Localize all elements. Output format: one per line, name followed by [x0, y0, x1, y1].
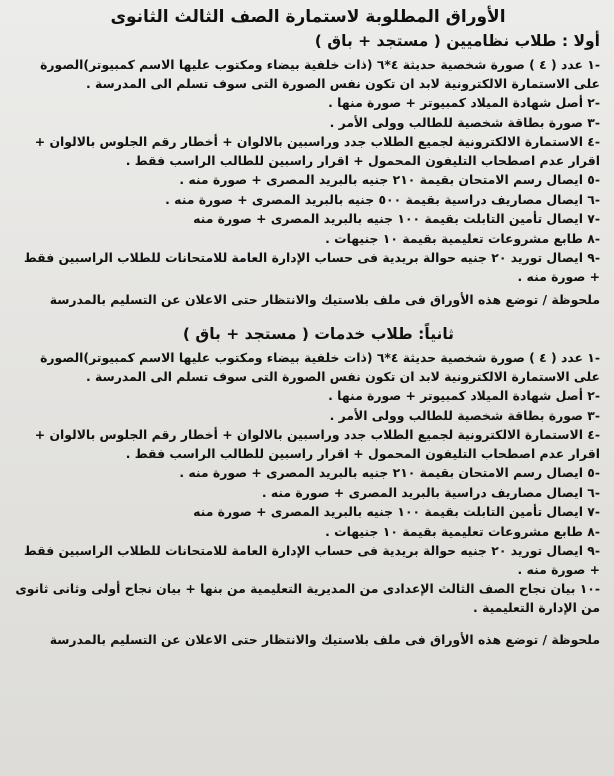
page-title: الأوراق المطلوبة لاستمارة الصف الثالث الثانوى	[110, 7, 506, 27]
section2-item-5: -٥ ايصال رسم الامتحان بقيمة ٢١٠ جنيه بالبريد المصرى + صورة منه .	[179, 465, 600, 480]
section1-item-4: -٤ الاستمارة الالكترونية لجميع الطلاب جدد وراسبين بالالوان + أخطار رقم الجلوس بالالوان + اقرار عدم اصطحاب التليفون المحمول + اقرار راسبين للطالب الراسب فقط .	[34, 134, 600, 168]
section1-item-2: -٢ أصل شهادة الميلاد كمبيوتر + صورة منها .	[328, 95, 600, 110]
section1-item-6: -٦ ايصال مصاريف دراسية بقيمة ٥٠٠ جنيه بالبريد المصرى + صورة منه .	[165, 191, 600, 207]
section2-note: ملحوظة / توضع هذه الأوراق فى ملف بلاستيك والانتظار حتى الاعلان عن التسليم بالمدرسة	[49, 632, 600, 647]
section2-item-3: -٣ صورة بطاقة شخصية للطالب وولى الأمر .	[329, 407, 600, 423]
section1-heading: أولا : طلاب نظاميين ( مستجد + باق )	[314, 32, 600, 50]
section1-item-8: -٨ طابع مشروعات تعليمية بقيمة ١٠ جنيهات .	[325, 230, 600, 246]
section1-item-1: -١ عدد ( ٤ ) صورة شخصية حديثة ٤*٦ (ذات خلفية بيضاء ومكتوب عليها الاسم كمبيوتر)الصورة على الاستمارة الالكترونية لابد ان تكون نفس الصورة التى سوف تسلم الى المدرسة .	[40, 57, 600, 91]
section1-item-7: -٧ ايصال تأمين التابلت بقيمة ١٠٠ جنيه بالبريد المصرى + صورة منه	[193, 211, 600, 226]
section2-item-6: -٦ ايصال مصاريف دراسية بالبريد المصرى + صورة منه .	[261, 484, 600, 500]
spacer	[12, 618, 604, 626]
section2-item-10: -١٠ بيان نجاح الصف الثالث الإعدادى من المديرية التعليمية من بنها + بيان نجاح أولى وثانى ثانوى من الإدارة التعليمية .	[15, 581, 600, 615]
section2-item-9: -٩ ايصال توريد ٢٠ جنيه حوالة بريدية فى حساب الإدارة العامة للامتحانات للطلاب الراسبين فقط + صورة منه .	[23, 543, 600, 577]
section2-item-1: -١ عدد ( ٤ ) صورة شخصية حديثة ٤*٦ (ذات خلفية بيضاء ومكتوب عليها الاسم كمبيوتر)الصورة على الاستمارة الالكترونية لابد ان تكون نفس الصورة التى سوف تسلم الى المدرسة .	[40, 350, 600, 384]
section1-note: ملحوظة / توضع هذه الأوراق فى ملف بلاستيك والانتظار حتى الاعلان عن التسليم بالمدرسة	[49, 292, 600, 307]
section1-item-5: -٥ ايصال رسم الامتحان بقيمة ٢١٠ جنيه بالبريد المصرى + صورة منه .	[179, 172, 600, 187]
section2-item-2: -٢ أصل شهادة الميلاد كمبيوتر + صورة منها .	[328, 388, 600, 403]
section1-list	[12, 56, 604, 286]
section1-item-3: -٣ صورة بطاقة شخصية للطالب وولى الأمر .	[329, 114, 600, 130]
section2-item-7: -٧ ايصال تأمين التابلت بقيمة ١٠٠ جنيه بالبريد المصرى + صورة منه	[193, 504, 600, 519]
section2-list	[12, 349, 604, 617]
section2-heading: ثانياً: طلاب خدمات ( مستجد + باق )	[182, 325, 454, 343]
section1-item-9: -٩ ايصال توريد ٢٠ جنيه حوالة بريدية فى حساب الإدارة العامة للامتحانات للطلاب الراسبين فقط + صورة منه .	[23, 250, 600, 284]
section2-item-4: -٤ الاستمارة الالكترونية لجميع الطلاب جدد وراسبين بالالوان + أخطار رقم الجلوس بالالوان + اقرار عدم اصطحاب التليفون المحمول + اقرار راسبين للطالب الراسب فقط .	[34, 427, 600, 461]
section2-item-8: -٨ طابع مشروعات تعليمية بقيمة ١٠ جنيهات .	[325, 523, 600, 539]
